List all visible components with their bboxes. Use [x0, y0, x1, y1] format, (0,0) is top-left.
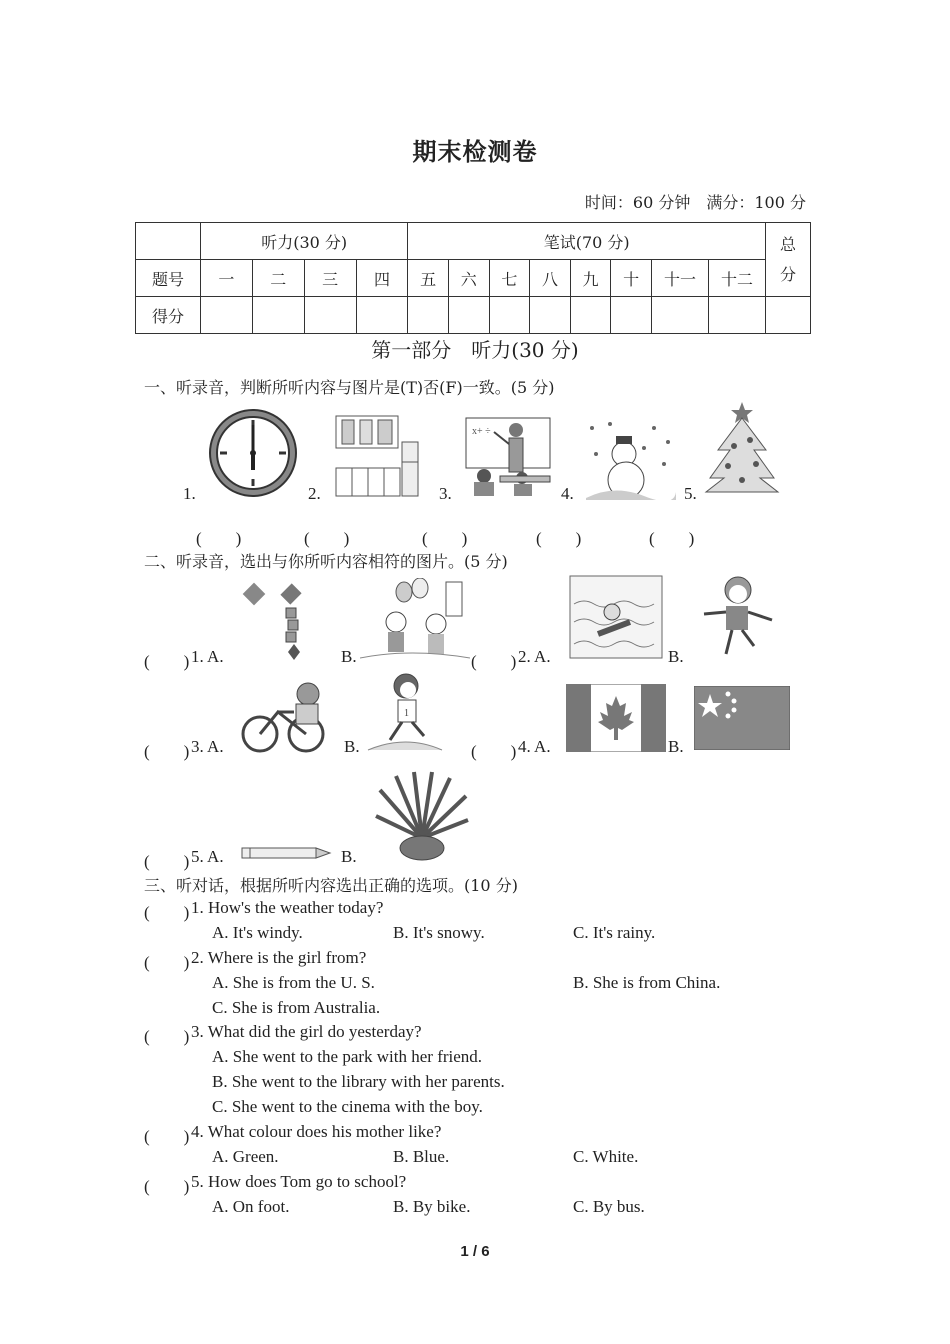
sec2-q4: 4. A.	[518, 737, 551, 756]
sec3-heading: 三、听对话，根据所听内容选出正确的选项。(10 分)	[144, 876, 518, 895]
qnum-cell: 九	[570, 260, 611, 297]
sec2-q5: 5. A.	[191, 847, 224, 866]
china-flag-image	[694, 686, 790, 750]
sec3-q4: 4. What colour does his mother like?	[191, 1122, 442, 1141]
sec2-bracket-2[interactable]: ( )	[471, 652, 517, 671]
running-boy-image	[366, 670, 444, 754]
qnum-cell: 十二	[709, 260, 766, 297]
girl-bike-image	[238, 680, 338, 754]
christmas-tree-image	[704, 400, 780, 498]
qnum-cell: 十一	[652, 260, 709, 297]
qnum-cell: 五	[408, 260, 449, 297]
qnum-cell: 七	[489, 260, 530, 297]
page-title: 期末检测卷	[412, 138, 538, 166]
total-head: 总 分	[766, 223, 811, 297]
row-label-number: 题号	[136, 260, 201, 297]
sec2-b4: B.	[668, 737, 684, 756]
score-cell[interactable]	[489, 297, 530, 334]
svg-text:1: 1	[404, 708, 409, 719]
sec3-q3-option-b[interactable]: B. She went to the library with her parents.	[212, 1072, 505, 1091]
sec3-q2-option-c[interactable]: C. She is from Australia.	[212, 998, 381, 1017]
sec1-label-5: 5.	[684, 484, 697, 503]
pencils-cup-image	[372, 768, 472, 864]
qnum-cell: 二	[252, 260, 304, 297]
sec3-q2: 2. Where is the girl from?	[191, 948, 367, 967]
sec3-q1-option-a[interactable]: A. It's windy.	[212, 923, 303, 942]
qnum-cell: 三	[304, 260, 356, 297]
sec2-bracket-3[interactable]: ( )	[144, 742, 190, 761]
sec3-q4-option-b[interactable]: B. Blue.	[393, 1147, 450, 1166]
score-cell[interactable]	[709, 297, 766, 334]
sec3-q1-option-c[interactable]: C. It's rainy.	[573, 923, 656, 942]
score-cell[interactable]	[356, 297, 408, 334]
spring-festival-decor-image	[240, 580, 310, 662]
score-table	[135, 222, 811, 334]
qnum-cell: 六	[448, 260, 489, 297]
sec2-b1: B.	[341, 647, 357, 666]
score-cell[interactable]	[611, 297, 652, 334]
sec2-q3: 3. A.	[191, 737, 224, 756]
sec3-bracket-5[interactable]: ( )	[144, 1177, 190, 1196]
sec1-blank-2[interactable]: ( )	[304, 529, 350, 548]
canada-flag-image	[566, 684, 666, 752]
score-cell[interactable]	[408, 297, 449, 334]
score-cell[interactable]	[530, 297, 571, 334]
sec1-label-2: 2.	[308, 484, 321, 503]
clock-image	[207, 408, 299, 498]
snowman-image	[584, 418, 676, 500]
swimming-image	[568, 574, 664, 660]
sec3-q5: 5. How does Tom go to school?	[191, 1172, 407, 1191]
qnum-cell: 四	[356, 260, 408, 297]
writing-head: 笔试(70 分)	[408, 223, 766, 260]
svg-text:x+ ÷: x+ ÷	[472, 426, 491, 437]
sec3-bracket-2[interactable]: ( )	[144, 953, 190, 972]
part1-title: 第一部分 听力(30 分)	[371, 338, 579, 362]
score-cell[interactable]	[652, 297, 709, 334]
sec1-heading: 一、听录音，判断所听内容与图片是(T)否(F)一致。(5 分)	[144, 378, 555, 397]
sec3-q5-option-a[interactable]: A. On foot.	[212, 1197, 290, 1216]
sec3-q2-option-b[interactable]: B. She is from China.	[573, 973, 721, 992]
sec3-q4-option-c[interactable]: C. White.	[573, 1147, 639, 1166]
time-score-info: 时间：60 分钟 满分：100 分	[584, 193, 806, 212]
sec2-heading: 二、听录音，选出与你所听内容相符的图片。(5 分)	[144, 552, 508, 571]
sec2-bracket-4[interactable]: ( )	[471, 742, 517, 761]
sec3-bracket-1[interactable]: ( )	[144, 903, 190, 922]
score-cell[interactable]	[304, 297, 356, 334]
sec2-q2: 2. A.	[518, 647, 551, 666]
qnum-cell: 十	[611, 260, 652, 297]
score-cell[interactable]	[448, 297, 489, 334]
corner-cell	[136, 223, 201, 260]
listening-head: 听力(30 分)	[201, 223, 408, 260]
sec1-label-3: 3.	[439, 484, 452, 503]
sec1-label-4: 4.	[561, 484, 574, 503]
skating-girl-image	[692, 574, 776, 662]
sec3-q3-option-c[interactable]: C. She went to the cinema with the boy.	[212, 1097, 483, 1116]
sec3-q3: 3. What did the girl do yesterday?	[191, 1022, 422, 1041]
score-cell[interactable]	[201, 297, 253, 334]
sec3-bracket-4[interactable]: ( )	[144, 1127, 190, 1146]
row-label-score: 得分	[136, 297, 201, 334]
kitchen-image	[332, 412, 428, 498]
sec1-blank-1[interactable]: ( )	[196, 529, 242, 548]
sec3-q3-option-a[interactable]: A. She went to the park with her friend.	[212, 1047, 483, 1066]
sec3-q5-option-b[interactable]: B. By bike.	[393, 1197, 471, 1216]
sec1-blank-3[interactable]: ( )	[422, 529, 468, 548]
sec2-b2: B.	[668, 647, 684, 666]
score-cell[interactable]	[570, 297, 611, 334]
sec2-bracket-1[interactable]: ( )	[144, 652, 190, 671]
sec3-q5-option-c[interactable]: C. By bus.	[573, 1197, 645, 1216]
score-cell[interactable]	[252, 297, 304, 334]
sec2-b5: B.	[341, 847, 357, 866]
sec2-q1: 1. A.	[191, 647, 224, 666]
score-cell[interactable]	[766, 297, 811, 334]
qnum-cell: 八	[530, 260, 571, 297]
sec1-label-1: 1.	[183, 484, 196, 503]
sec1-blank-4[interactable]: ( )	[536, 529, 582, 548]
sec3-bracket-3[interactable]: ( )	[144, 1027, 190, 1046]
teacher-image	[464, 412, 552, 498]
sec3-q1-option-b[interactable]: B. It's snowy.	[393, 923, 485, 942]
kids-party-image	[360, 578, 470, 664]
pencil-image	[240, 845, 332, 861]
sec1-blank-5[interactable]: ( )	[649, 529, 695, 548]
sec3-q4-option-a[interactable]: A. Green.	[212, 1147, 279, 1166]
sec3-q1: 1. How's the weather today?	[191, 898, 384, 917]
page-number: 1 / 6	[460, 1243, 490, 1260]
qnum-cell: 一	[201, 260, 253, 297]
sec3-q2-option-a[interactable]: A. She is from the U. S.	[212, 973, 375, 992]
sec2-bracket-5[interactable]: ( )	[144, 852, 190, 871]
sec2-b3: B.	[344, 737, 360, 756]
